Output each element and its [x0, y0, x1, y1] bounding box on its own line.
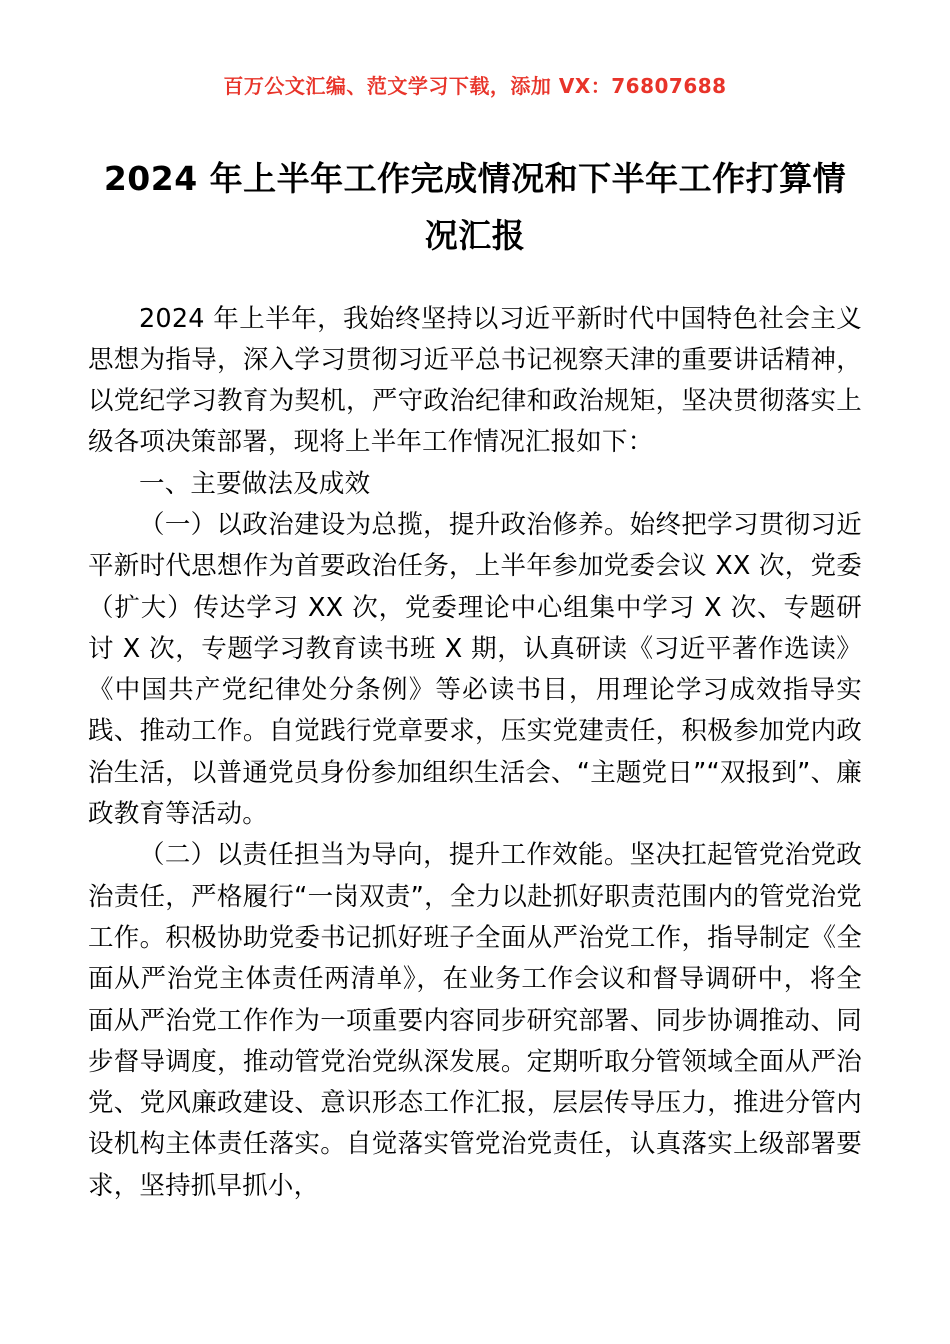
- paragraph-subsection-2: （二）以责任担当为导向，提升工作效能。坚决扛起管党治党政治责任，严格履行“一岗双责”，全力以赴抓好职责范围内的管党治党工作。积极协助党委书记抓好班子全面从严治党工作，指导制定《全面从严治党主体责任两清单》，在业务工作会议和督导调研中，将全面从严治党工作作为一项重要内容同步研究部署、同步协调推动、同步督导调度，推动管党治党纵深发展。定期听取分管领域全面从严治党、党风廉政建设、意识形态工作汇报，层层传导压力，推进分管内设机构主体责任落实。自觉落实管党治党责任，认真落实上级部署要求，坚持抓早抓小，: [88, 840, 862, 1201]
- paragraph-intro: 2024 年上半年，我始终坚持以习近平新时代中国特色社会主义思想为指导，深入学习贯彻习近平总书记视察天津的重要讲话精神，以党纪学习教育为契机，严守政治纪律和政治规矩，坚决贯彻落实上级各项决策部署，现将上半年工作情况汇报如下：: [88, 303, 862, 458]
- watermark-text: 百万公文汇编、范文学习下载，添加 VX：76807688: [223, 74, 727, 98]
- paragraph-subsection-1: （一）以政治建设为总揽，提升政治修养。始终把学习贯彻习近平新时代思想作为首要政治任务，上半年参加党委会议 XX 次，党委（扩大）传达学习 XX 次，党委理论中心组集中学习 X 次、专题研讨 X 次，专题学习教育读书班 X 期，认真研读《习近平著作选读》《中国共产党纪律处分条例》等必读书目，用理论学习成效指导实践、推动工作。自觉践行党章要求，压实党建责任，积极参加党内政治生活，以普通党员身份参加组织生活会、“主题党日”“双报到”、廉政教育等活动。: [88, 509, 862, 830]
- page-title: 2024 年上半年工作完成情况和下半年工作打算情况汇报: [103, 159, 847, 255]
- paragraph-section-heading-1: 一、主要做法及成效: [139, 468, 371, 499]
- document-body: [88, 299, 862, 1208]
